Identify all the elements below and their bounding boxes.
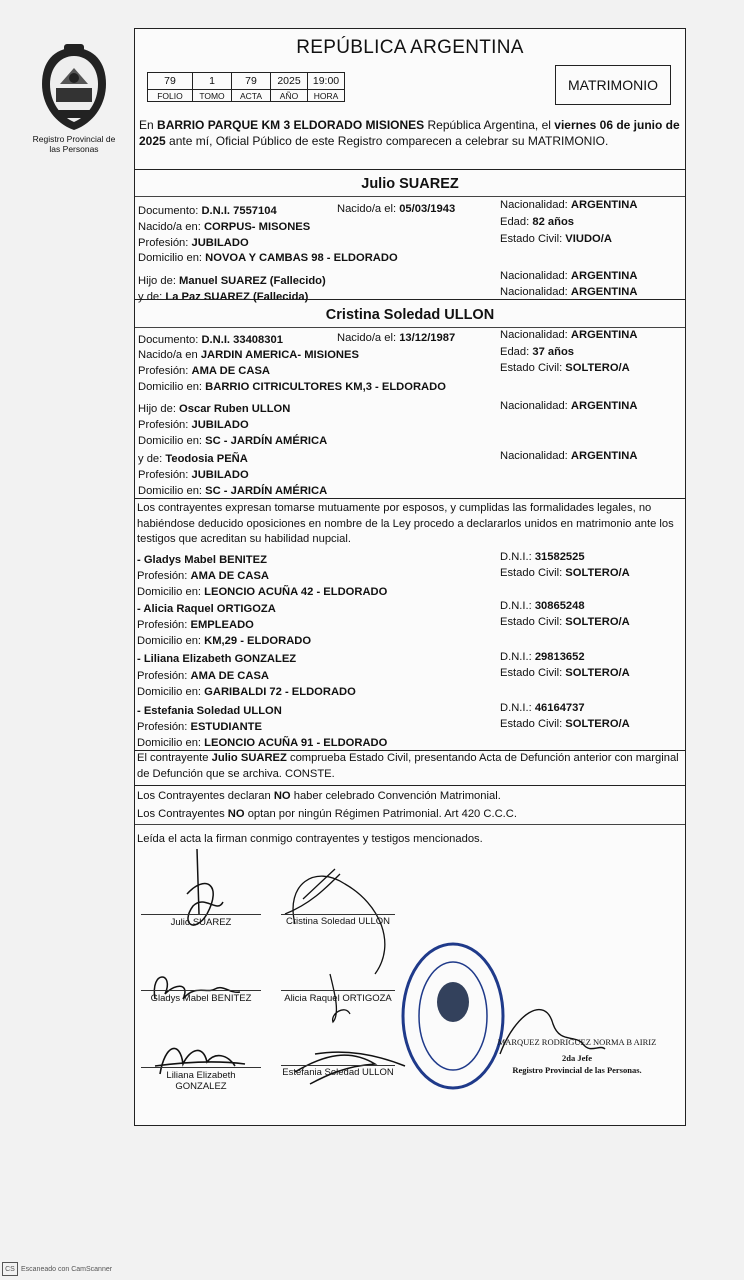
signature-line xyxy=(281,1065,395,1066)
bride-padre-domicilio: Domicilio en: SC - JARDÍN AMÉRICA xyxy=(138,435,328,447)
bride-profesion: Profesión: AMA DE CASA xyxy=(138,365,271,377)
witness-4-name: - Estefania Soledad ULLON xyxy=(137,705,282,717)
bride-padre-profesion: Profesión: JUBILADO xyxy=(138,419,249,431)
witness-1-domicilio: Domicilio en: LEONCIO ACUÑA 42 - ELDORADO xyxy=(137,586,388,598)
bride-padre: Hijo de: Oscar Ruben ULLON xyxy=(138,403,291,415)
witness-3-dni: D.N.I.: 29813652 xyxy=(500,651,585,663)
intro-en: En xyxy=(139,118,154,132)
signature-line xyxy=(141,990,261,991)
ano-value: 2025 xyxy=(271,73,308,90)
acta-label: ACTA xyxy=(232,90,271,102)
witness-3-name: - Liliana Elizabeth GONZALEZ xyxy=(137,653,297,665)
signature-line xyxy=(141,914,261,915)
groom-profesion: Profesión: JUBILADO xyxy=(138,237,249,249)
convention-note: Los Contrayentes declaran NO haber celebrado Convención Matrimonial. xyxy=(137,790,501,802)
divider xyxy=(135,169,685,170)
bride-madre-nacionalidad: Nacionalidad: ARGENTINA xyxy=(500,450,638,462)
camscanner-icon: CS xyxy=(2,1262,18,1276)
bride-madre-profesion: Profesión: JUBILADO xyxy=(138,469,249,481)
witness-1-dni: D.N.I.: 31582525 xyxy=(500,551,585,563)
signature-line xyxy=(281,990,395,991)
groom-name: Julio SUAREZ xyxy=(361,176,459,192)
bride-documento: Documento: D.N.I. 33408301 xyxy=(138,334,283,346)
bride-name: Cristina Soledad ULLON xyxy=(325,307,495,323)
folio-label: FOLIO xyxy=(148,90,193,102)
bride-estado-civil: Estado Civil: SOLTERO/A xyxy=(500,362,630,374)
witness-4-profesion: Profesión: ESTUDIANTE xyxy=(137,721,262,733)
tomo-value: 1 xyxy=(193,73,232,90)
official-role: 2da Jefe xyxy=(562,1053,592,1063)
groom-edad: Edad: 82 años xyxy=(500,216,575,228)
bride-nacido-el: Nacido/a el: 13/12/1987 xyxy=(337,332,456,344)
witness-2-profesion: Profesión: EMPLEADO xyxy=(137,619,254,631)
scanner-watermark xyxy=(2,1262,112,1276)
registry-table xyxy=(147,72,345,102)
witness-1-profesion: Profesión: AMA DE CASA xyxy=(137,570,270,582)
groom-madre: y de: La Paz SUAREZ (Fallecida) xyxy=(138,291,309,303)
closing-statement: Leída el acta la firman conmigo contrayentes y testigos mencionados. xyxy=(137,833,483,845)
scanner-text: Escaneado con CamScanner xyxy=(21,1265,113,1273)
witness-1-signature-name: Gladys Mabel BENITEZ xyxy=(150,993,252,1004)
bride-edad: Edad: 37 años xyxy=(500,346,575,358)
hora-label: HORA xyxy=(308,90,345,102)
groom-madre-nacionalidad: Nacionalidad: ARGENTINA xyxy=(500,286,638,298)
witness-2-dni: D.N.I.: 30865248 xyxy=(500,600,585,612)
marriage-certificate xyxy=(134,28,686,1126)
ano-label: AÑO xyxy=(271,90,308,102)
official-name: MARQUEZ RODRIGUEZ NORMA B AIRIZ xyxy=(497,1037,657,1047)
bride-nacido-en: Nacido/a en JARDIN AMERICA- MISIONES xyxy=(138,349,359,361)
groom-documento: Documento: D.N.I. 7557104 xyxy=(138,205,277,217)
declaration-paragraph: Los contrayentes expresan tomarse mutuamente por esposos, y cumplidas las formalidades legales, no habiéndose deducido oposiciones en nombre de la Ley procedo a declararlos unidos en matrimonio ante los testigos que acreditan su habilidad nupcial. xyxy=(137,502,674,545)
tomo-label: TOMO xyxy=(193,90,232,102)
bride-padre-nacionalidad: Nacionalidad: ARGENTINA xyxy=(500,400,638,412)
witness-3-estado-civil: Estado Civil: SOLTERO/A xyxy=(500,667,630,679)
agency-caption: Registro Provincial de las Personas xyxy=(32,134,116,154)
bride-domicilio: Domicilio en: BARRIO CITRICULTORES KM,3 - ELDORADO xyxy=(138,381,446,393)
bride-signature-name: Cristina Soledad ULLON xyxy=(285,916,391,927)
groom-nacido-el: Nacido/a el: 05/03/1943 xyxy=(337,203,456,215)
hora-value: 19:00 xyxy=(308,73,345,90)
witness-3-profesion: Profesión: AMA DE CASA xyxy=(137,670,270,682)
witness-4-dni: D.N.I.: 46164737 xyxy=(500,702,585,714)
groom-nacionalidad: Nacionalidad: ARGENTINA xyxy=(500,199,638,211)
patrimonial-regime-note: Los Contrayentes NO optan por ningún Régimen Patrimonial. Art 420 C.C.C. xyxy=(137,808,517,820)
intro-place: BARRIO PARQUE KM 3 ELDORADO MISIONES xyxy=(157,118,425,132)
acta-value: 79 xyxy=(232,73,271,90)
witness-2-estado-civil: Estado Civil: SOLTERO/A xyxy=(500,616,630,628)
witness-1-name: - Gladys Mabel BENITEZ xyxy=(137,554,267,566)
witness-4-estado-civil: Estado Civil: SOLTERO/A xyxy=(500,718,630,730)
witness-3-signature-name: Liliana Elizabeth GONZALEZ xyxy=(166,1070,236,1092)
province-seal-logo xyxy=(34,44,114,134)
groom-padre: Hijo de: Manuel SUAREZ (Fallecido) xyxy=(138,275,326,287)
intro-paragraph xyxy=(139,117,684,149)
witness-1-estado-civil: Estado Civil: SOLTERO/A xyxy=(500,567,630,579)
groom-signature-name: Julio SUAREZ xyxy=(170,917,232,928)
intro-rest: ante mí, Oficial Público de este Registro comparecen a celebrar su MATRIMONIO. xyxy=(169,134,609,148)
groom-estado-civil: Estado Civil: VIUDO/A xyxy=(500,233,612,245)
official-agency: Registro Provincial de las Personas. xyxy=(512,1065,642,1075)
groom-padre-nacionalidad: Nacionalidad: ARGENTINA xyxy=(500,270,638,282)
groom-nacido-en: Nacido/a en: CORPUS- MISONES xyxy=(138,221,311,233)
country-title: REPÚBLICA ARGENTINA xyxy=(296,37,524,58)
intro-mid: República Argentina, el xyxy=(427,118,551,132)
signature-line xyxy=(141,1067,261,1068)
divider xyxy=(135,785,685,786)
divider xyxy=(135,299,685,300)
witness-4-domicilio: Domicilio en: LEONCIO ACUÑA 91 - ELDORADO xyxy=(137,737,388,749)
folio-value: 79 xyxy=(148,73,193,90)
intro-date: viernes 06 de junio de 2025 xyxy=(139,118,680,148)
bride-nacionalidad: Nacionalidad: ARGENTINA xyxy=(500,329,638,341)
record-type-box: MATRIMONIO xyxy=(555,65,671,105)
divider xyxy=(135,824,685,825)
divider xyxy=(135,498,685,499)
bride-madre-domicilio: Domicilio en: SC - JARDÍN AMÉRICA xyxy=(138,485,328,497)
civil-status-note: El contrayente Julio SUAREZ comprueba Estado Civil, presentando Acta de Defunción anterior con marginal de Defunción que se archiva. CONSTE. xyxy=(137,752,679,780)
witness-3-domicilio: Domicilio en: GARIBALDI 72 - ELDORADO xyxy=(137,686,356,698)
witness-4-signature-name: Estefania Soledad ULLON xyxy=(282,1067,394,1078)
witness-2-name: - Alicia Raquel ORTIGOZA xyxy=(137,603,276,615)
witness-2-domicilio: Domicilio en: KM,29 - ELDORADO xyxy=(137,635,312,647)
witness-2-signature-name: Alicia Raquel ORTIGOZA xyxy=(284,993,392,1004)
groom-domicilio: Domicilio en: NOVOA Y CAMBAS 98 - ELDORADO xyxy=(138,252,398,264)
signature-line xyxy=(281,914,395,915)
divider xyxy=(135,196,685,197)
bride-madre: y de: Teodosia PEÑA xyxy=(138,453,248,465)
